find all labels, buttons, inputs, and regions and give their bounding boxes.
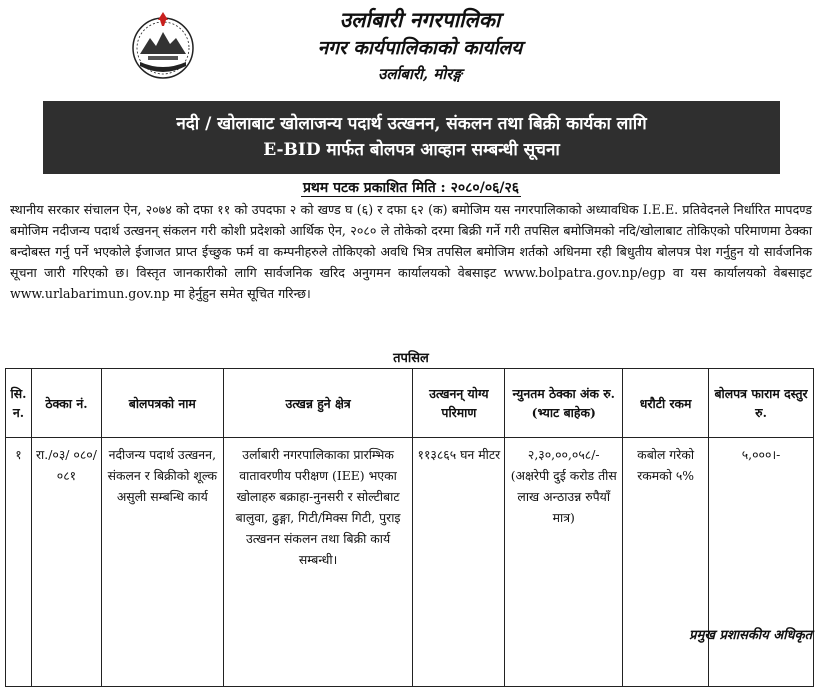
table-header-row: [6, 369, 814, 438]
notice-title-line1: नदी / खोलाबाट खोलाजन्य पदार्थ उत्खनन, संकलन तथा बिक्री कार्यका लागि: [176, 114, 647, 134]
cell-min-amount: २,३०,००,०५८/- (अक्षरेपी दुई करोड तीस लाख अन्ठाउन्न रुपैयाँ मात्र): [505, 438, 623, 687]
col-header-contract-no: ठेक्का नं.: [31, 369, 101, 438]
published-date: [0, 178, 822, 197]
cell-deposit: कबोल गरेको रकमको ५%: [623, 438, 709, 687]
cell-bid-name: नदीजन्य पदार्थ उत्खनन, संकलन र बिक्रीको शूल्क असुली सम्बन्धि कार्य: [101, 438, 223, 687]
header: [0, 0, 822, 100]
signatory-title: प्रमुख प्रशासकीय अधिकृत: [689, 628, 812, 643]
municipality-name: उर्लाबारी नगरपालिका: [339, 7, 501, 32]
col-header-min-amount: न्युनतम ठेक्का अंक रु. (भ्याट बाहेक): [505, 369, 623, 438]
cell-extraction-area: उर्लाबारी नगरपालिकाका प्रारम्भिक वातावरणीय परीक्षण (IEE) भएका खोलाहरु बक्राहा-नुनसरी र सोल्टीबाट बालुवा, ढुङ्गा, गिटी/मिक्स गिटी, पुराइ उत्खनन संकलन तथा बिक्री कार्य सम्बन्धी।: [223, 438, 413, 687]
col-header-quantity: उत्खनन् योग्य परिमाण: [413, 369, 505, 438]
cell-contract-no: रा./०३/ ०८०/ ०८१: [31, 438, 101, 687]
schedule-title: तपसिल: [393, 351, 429, 366]
col-header-extraction-area: उत्खन्न हुने क्षेत्र: [223, 369, 413, 438]
published-date-text: प्रथम पटक प्रकाशित मिति : २०८०/०६/२६: [302, 180, 520, 196]
notice-body: स्थानीय सरकार संचालन ऐन, २०७४ को दफा ११ को उपदफा २ को खण्ड घ (६) र दफा ६२ (क) बमोजिम यस नगरपालिकाको अध्यावधिक I.E.E. प्रतिवेदनले निर्धारित मापदण्ड बमोजिम नदीजन्य पदार्थ उत्खनन् संकलन गरी कोशी प्रदेशको आर्थिक ऐन, २०८० ले तोकेको दरमा बिक्री गर्ने गरी तपसिल बमोजिमको नदि/खोलाबाट तोकिएको परिमाणमा ठेक्का बन्दोबस्त गर्नु पर्ने भएकोले ईजाजत प्राप्त ईच्छुक फर्म वा कम्पनीहरुले तोकिएको अवधि भित्र तपसिल बमोजिम शर्तको अधिनमा रही बिधुतीय बोलपत्र पेश गर्नुहुन यो सार्वजनिक सूचना जारी गरिएको छ। विस्तृत जानकारीको लागि सार्वजनिक खरिद अनुगमन कार्यालयको वेबसाइट www.bolpatra.gov.np/egp वा यस कार्यालयको वेबसाइट www.urlabarimun.gov.np मा हेर्नुहुन समेत सूचित गरिन्छ।: [10, 202, 812, 301]
cell-form-fee: ५,०००।-: [709, 438, 814, 687]
office-name: नगर कार्यपालिकाको कार्यालय: [317, 37, 523, 59]
notice-title-banner: [43, 101, 780, 174]
cell-serial: १: [6, 438, 32, 687]
office-address: उर्लाबारी, मोरङ्ग: [378, 65, 462, 83]
notice-title-line2: E-BID मार्फत बोलपत्र आव्हान सम्बन्धी सूचना: [263, 140, 560, 160]
cell-quantity: ११३८६५ घन मीटर: [413, 438, 505, 687]
col-header-serial: सि. न.: [6, 369, 32, 438]
table-row: [6, 438, 814, 687]
office-heading: [270, 6, 570, 86]
nepal-emblem-icon: [128, 8, 198, 88]
col-header-bid-name: बोलपत्रको नाम: [101, 369, 223, 438]
col-header-deposit: धरौटी रकम: [623, 369, 709, 438]
col-header-form-fee: बोलपत्र फाराम दस्तुर रु.: [709, 369, 814, 438]
